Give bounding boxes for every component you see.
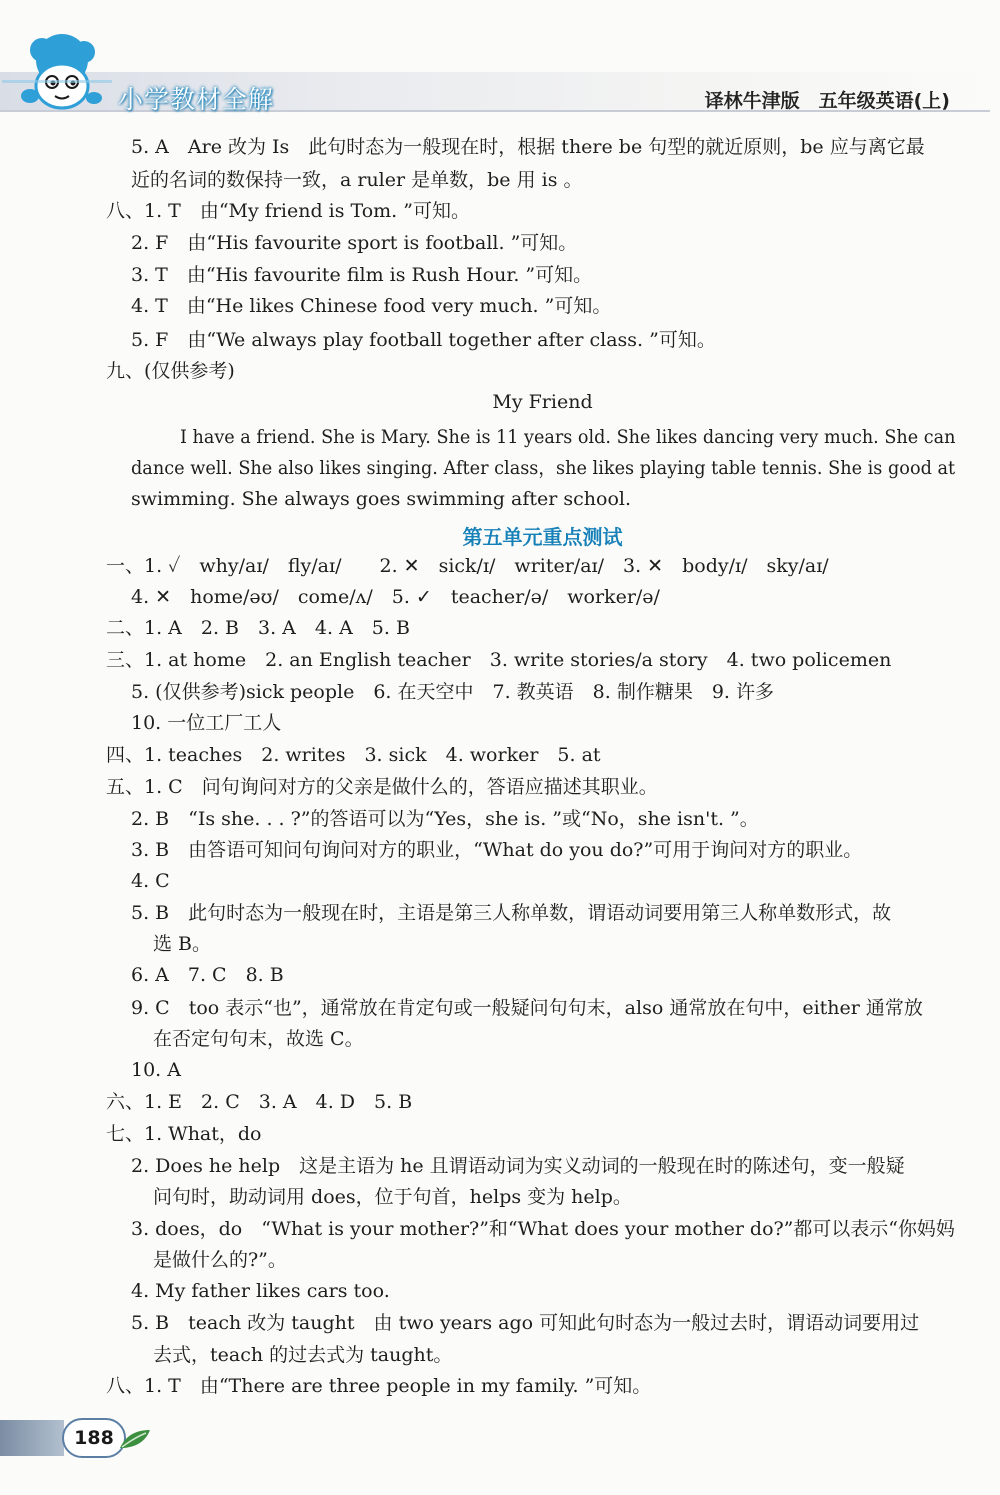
page-header [0,0,1000,125]
text-line: 六、1. E 2. C 3. A 4. D 5. B [106,1091,413,1113]
essay-line: dance well. She also likes singing. After class，she likes playing table tennis. She is good at [131,457,956,479]
text-line: 八、1. T 由“My friend is Tom. ”可知。 [106,200,470,222]
text-line: 2. Does he help 这是主语为 he 且谓语动词为实义动词的一般现在时的陈述句，变一般疑 [131,1155,905,1177]
text-line: 4. C [131,870,170,892]
text-line: 二、1. A 2. B 3. A 4. A 5. B [106,617,410,639]
text-line: 4. ✕ home/əʊ/ come/ʌ/ 5. ✓ teacher/ə/ worker/ə/ [131,586,660,608]
text-line: 问句时，助动词用 does，位于句首，helps 变为 help。 [153,1186,632,1208]
text-line: 3. B 由答语可知问句询问对方的职业，“What do you do?”可用于询问对方的职业。 [131,839,863,861]
page-number: 188 [62,1418,126,1458]
leaf-icon [118,1428,152,1450]
text-line: 10. A [131,1059,181,1081]
text-line: 七、1. What，do [106,1123,262,1145]
text-line: 5. A Are 改为 Is 此句时态为一般现在时，根据 there be 句型的就近原则，be 应与离它最 [131,136,925,158]
text-line: 一、1. ✓ why/aɪ/ fly/aɪ/ 2. ✕ sick/ɪ/ writer/aɪ/ 3. ✕ body/ɪ/ sky/aɪ/ [106,555,829,577]
text-line: 2. B “Is she. . . ?”的答语可以为“Yes，she is. ”或“No，she isn't. ”。 [131,808,759,830]
text-line: 9. C too 表示“也”，通常放在肯定句或一般疑问句句末，also 通常放在句中，either 通常放 [131,997,923,1019]
text-line: 选 B。 [153,933,212,955]
essay-line: swimming. She always goes swimming after school. [131,488,631,510]
mascot-icon [0,30,120,122]
text-line: 四、1. teaches 2. writes 3. sick 4. worker 5. at [106,744,601,766]
text-line: 近的名词的数保持一致，a ruler 是单数，be 用 is 。 [131,169,583,191]
text-line: 去式，teach 的过去式为 taught。 [153,1344,453,1366]
text-line: 3. does，do “What is your mother?”和“What does your mother do?”都可以表示“你妈妈 [131,1218,955,1240]
text-line: 10. 一位工厂工人 [131,712,282,734]
text-line: 八、1. T 由“There are three people in my family. ”可知。 [106,1375,652,1397]
text-line: 三、1. at home 2. an English teacher 3. write stories/a story 4. two policemen [106,649,892,671]
text-line: 6. A 7. C 8. B [131,964,284,986]
text-line: 5. B 此句时态为一般现在时，主语是第三人称单数，谓语动词要用第三人称单数形式，故 [131,902,892,924]
text-line: 5. F 由“We always play football together after class. ”可知。 [131,329,716,351]
footer-band [0,1420,64,1456]
text-line: 2. F 由“His favourite sport is football. ”可知。 [131,232,578,254]
series-logo: 小学教材全解 [118,85,275,114]
section-title: 第五单元重点测试 [462,525,623,549]
text-line: 在否定句句末，故选 C。 [153,1028,364,1050]
text-line: 4. T 由“He likes Chinese food very much. ”可知。 [131,295,612,317]
text-line: 九、(仅供参考) [106,360,235,382]
text-line: 五、1. C 问句询问对方的父亲是做什么的，答语应描述其职业。 [106,776,658,798]
text-line: 5. (仅供参考)sick people 6. 在天空中 7. 教英语 8. 制作糖果 9. 许多 [131,681,775,703]
text-line: 是做什么的?”。 [153,1249,287,1271]
essay-line: I have a friend. She is Mary. She is 11 years old. She likes dancing very much. She can [180,426,956,448]
text-line: 5. B teach 改为 taught 由 two years ago 可知此句时态为一般过去时，谓语动词要用过 [131,1312,920,1334]
text-line: 4. My father likes cars too. [131,1280,390,1302]
essay-title: My Friend [492,391,593,413]
edition-label: 译林牛津版 五年级英语(上) [704,90,950,112]
text-line: 3. T 由“His favourite film is Rush Hour. ”可知。 [131,264,593,286]
